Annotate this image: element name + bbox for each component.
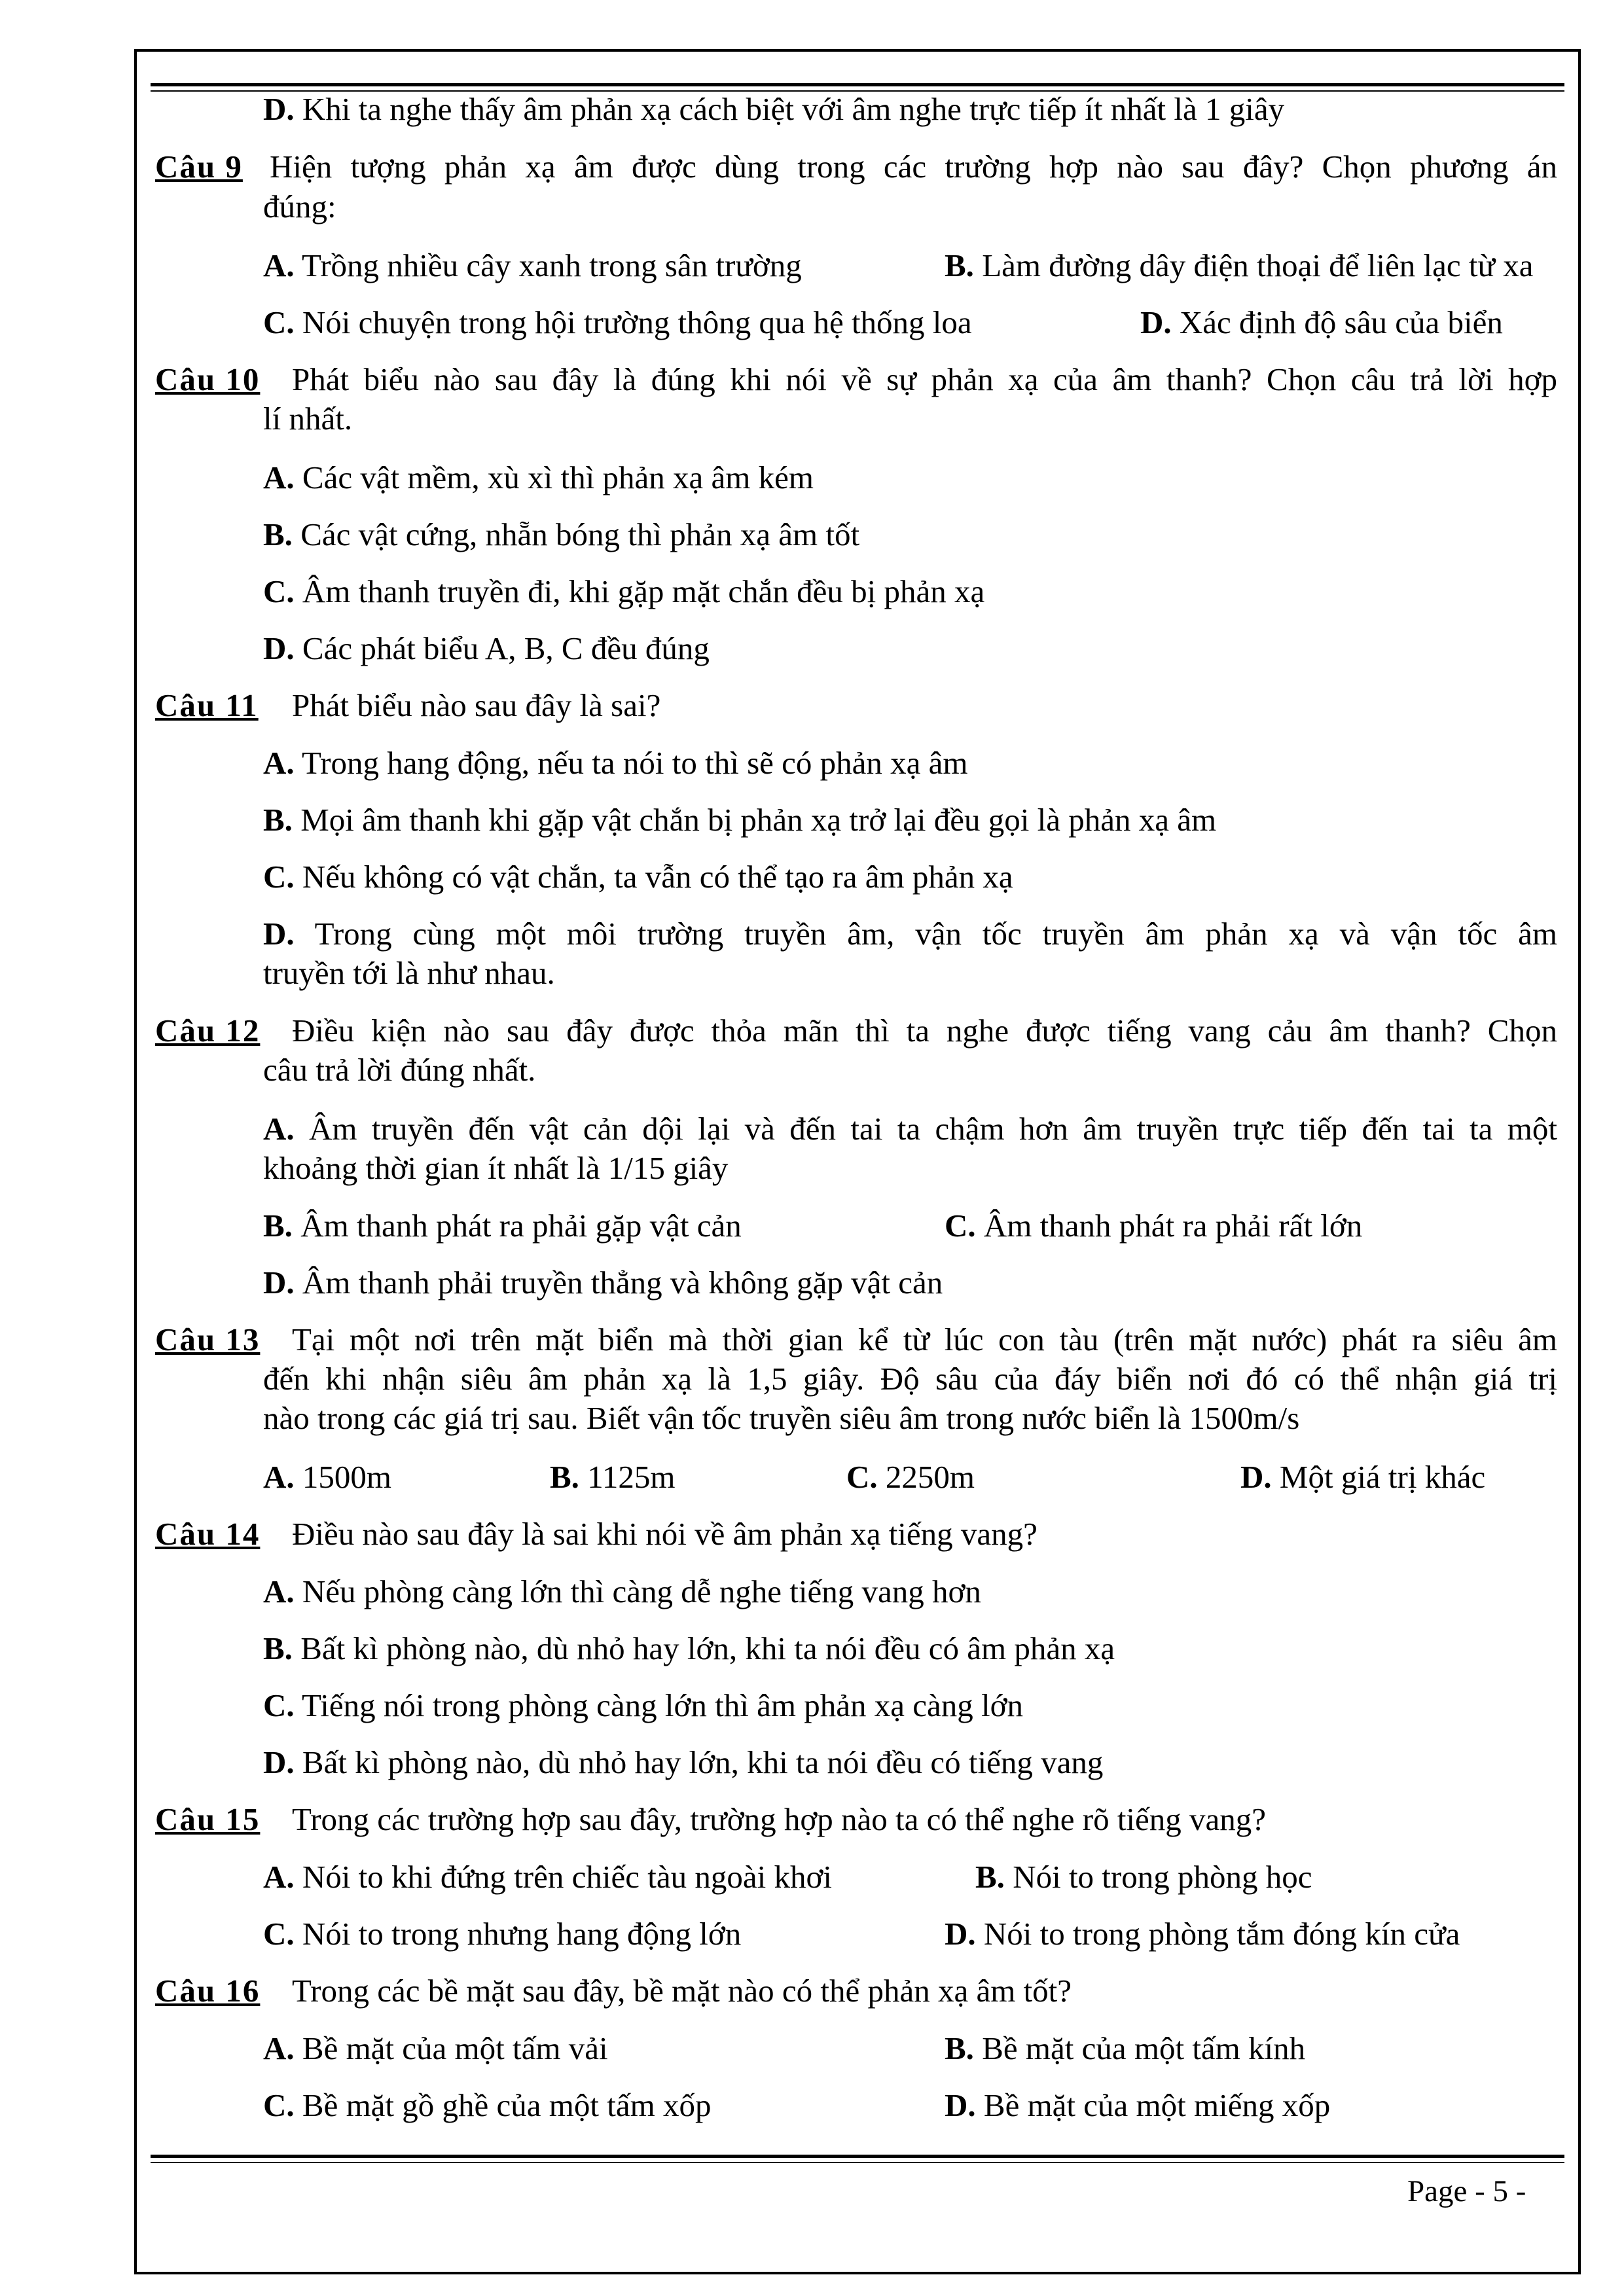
q15-label: Câu 15	[155, 1801, 261, 1837]
q8-option-d	[263, 90, 1284, 129]
q13-label: Câu 13	[155, 1321, 261, 1357]
q13-option-d: D. Một giá trị khác	[1240, 1459, 1486, 1495]
q12-text-line2: câu trả lời đúng nhất.	[263, 1052, 536, 1088]
q12-option-a-line1: A. Âm truyền đến vật cản dội lại và đến tai ta chậm hơn âm truyền trực tiếp đến tai ta một	[263, 1111, 1558, 1147]
q14-option-c: C. Tiếng nói trong phòng càng lớn thì âm phản xạ càng lớn	[263, 1687, 1024, 1723]
q13-option-b: B. 1125m	[550, 1459, 676, 1495]
q10-option-c: C. Âm thanh truyền đi, khi gặp mặt chắn đều bị phản xạ	[263, 573, 985, 609]
q14-label: Câu 14	[155, 1516, 261, 1552]
q9-option-a: A. Trồng nhiều cây xanh trong sân trường	[263, 247, 802, 283]
q9-text-line1: Hiện tượng phản xạ âm được dùng trong các trường hợp nào sau đây? Chọn phương án	[270, 149, 1557, 185]
q10-label: Câu 10	[155, 361, 261, 397]
q11-option-b: B. Mọi âm thanh khi gặp vật chắn bị phản xạ trở lại đều gọi là phản xạ âm	[263, 802, 1217, 838]
q11-text-line1: Phát biểu nào sau đây là sai?	[292, 687, 661, 723]
q11-option-d-line1: D. Trong cùng một môi trường truyền âm, vận tốc truyền âm phản xạ và vận tốc âm	[263, 916, 1557, 952]
q10-option-a: A. Các vật mềm, xù xì thì phản xạ âm kém	[263, 459, 814, 495]
q12-text-line1: Điều kiện nào sau đây được thỏa mãn thì ta nghe được tiếng vang cảu âm thanh? Chọn	[292, 1013, 1557, 1049]
option-letter: D.	[263, 91, 295, 127]
q14-option-d: D. Bất kì phòng nào, dù nhỏ hay lớn, khi ta nói đều có tiếng vang	[263, 1744, 1104, 1780]
q9-text-line2: đúng:	[263, 188, 336, 224]
q12-option-a-line2: khoảng thời gian ít nhất là 1/15 giây	[263, 1150, 729, 1186]
q10-option-d: D. Các phát biểu A, B, C đều đúng	[263, 630, 710, 666]
q9-option-b: B. Làm đường dây điện thoại để liên lạc từ xa	[945, 247, 1534, 283]
q16-option-a: A. Bề mặt của một tấm vải	[263, 2030, 608, 2066]
q9-option-d: D. Xác định độ sâu của biển	[1140, 304, 1503, 340]
q16-text-line1: Trong các bề mặt sau đây, bề mặt nào có thể phản xạ âm tốt?	[292, 1973, 1072, 2009]
q16-option-d: D. Bề mặt của một miếng xốp	[945, 2087, 1331, 2123]
q10-text-line2: lí nhất.	[263, 401, 353, 437]
q15-option-d: D. Nói to trong phòng tắm đóng kín cửa	[945, 1916, 1460, 1952]
footer-rule	[151, 2155, 1564, 2158]
q16-label: Câu 16	[155, 1973, 261, 2009]
q13-option-a: A. 1500m	[263, 1459, 392, 1495]
q13-option-c: C. 2250m	[846, 1459, 975, 1495]
q11-option-a: A. Trong hang động, nếu ta nói to thì sẽ có phản xạ âm	[263, 745, 968, 781]
q14-option-b: B. Bất kì phòng nào, dù nhỏ hay lớn, khi ta nói đều có âm phản xạ	[263, 1630, 1115, 1666]
q13-text-line3: nào trong các giá trị sau. Biết vận tốc truyền siêu âm trong nước biển là 1500m/s	[263, 1400, 1300, 1436]
q12-label: Câu 12	[155, 1013, 261, 1049]
q13-text-line2: đến khi nhận siêu âm phản xạ là 1,5 giây. Độ sâu của đáy biển nơi đó có thể nhận giá trị	[263, 1361, 1557, 1397]
q15-option-a: A. Nói to khi đứng trên chiếc tàu ngoài khơi	[263, 1859, 832, 1895]
q12-option-c: C. Âm thanh phát ra phải rất lớn	[945, 1208, 1363, 1244]
q10-option-b: B. Các vật cứng, nhẵn bóng thì phản xạ âm tốt	[263, 516, 860, 552]
q13-text-line1: Tại một nơi trên mặt biển mà thời gian kể từ lúc con tàu (trên mặt nước) phát ra siêu âm	[292, 1321, 1557, 1357]
q9-option-c: C. Nói chuyện trong hội trường thông qua hệ thống loa	[263, 304, 972, 340]
q15-option-b: B. Nói to trong phòng học	[975, 1859, 1312, 1895]
q14-text-line1: Điều nào sau đây là sai khi nói về âm phản xạ tiếng vang?	[292, 1516, 1038, 1552]
q10-text-line1: Phát biểu nào sau đây là đúng khi nói về sự phản xạ của âm thanh? Chọn câu trả lời hợp	[292, 361, 1557, 397]
page-number: Page - 5 -	[1407, 2174, 1526, 2208]
q12-option-d: D. Âm thanh phải truyền thẳng và không gặp vật cản	[263, 1265, 943, 1300]
q15-option-c: C. Nói to trong nhưng hang động lớn	[263, 1916, 742, 1952]
option-text: Khi ta nghe thấy âm phản xạ cách biệt với âm nghe trực tiếp ít nhất là 1 giây	[302, 91, 1285, 127]
q15-text-line1: Trong các trường hợp sau đây, trường hợp nào ta có thể nghe rõ tiếng vang?	[292, 1801, 1267, 1837]
q14-option-a: A. Nếu phòng càng lớn thì càng dễ nghe tiếng vang hơn	[263, 1573, 981, 1609]
q16-option-c: C. Bề mặt gồ ghề của một tấm xốp	[263, 2087, 712, 2123]
q9-label: Câu 9	[155, 149, 243, 185]
q12-option-b: B. Âm thanh phát ra phải gặp vật cản	[263, 1208, 742, 1244]
q16-option-b: B. Bề mặt của một tấm kính	[945, 2030, 1306, 2066]
q11-label: Câu 11	[155, 687, 259, 723]
q11-option-c: C. Nếu không có vật chắn, ta vẫn có thể tạo ra âm phản xạ	[263, 859, 1013, 895]
header-rule	[151, 83, 1564, 86]
q11-option-d-line2: truyền tới là như nhau.	[263, 955, 555, 991]
